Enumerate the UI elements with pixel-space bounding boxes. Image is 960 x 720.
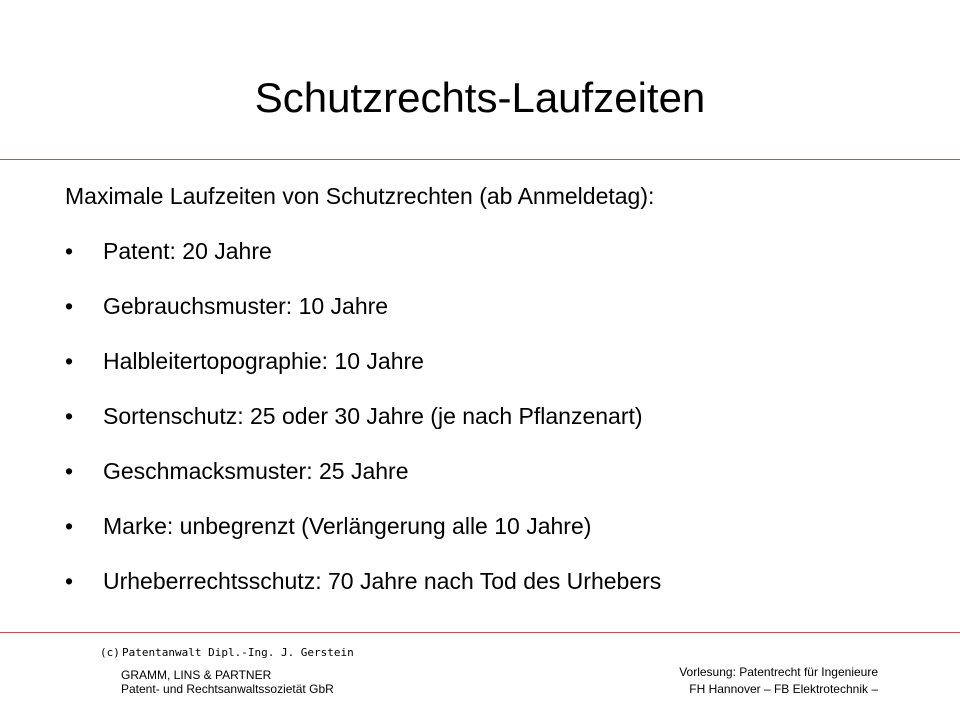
footer-divider-line [0,632,960,633]
list-item-text: Geschmacksmuster: 25 Jahre [103,458,409,484]
slide-title: Schutzrechts-Laufzeiten [254,74,706,121]
institution-name: FH Hannover – FB Elektrotechnik – [689,682,878,696]
bullet-icon: • [65,458,74,484]
list-item-text: Patent: 20 Jahre [103,238,272,264]
firm-name: GRAMM, LINS & PARTNER [121,668,272,682]
bullet-icon: • [65,293,74,319]
bullet-icon: • [65,568,74,594]
author-name: Patentanwalt Dipl.-Ing. J. Gerstein [122,646,354,659]
bullet-icon: • [65,238,74,264]
footer-lecture-block [679,664,878,698]
bullet-icon: • [65,513,74,539]
copyright-line [100,646,354,660]
title-divider-line [0,159,960,160]
list-item-text: Urheberrechtsschutz: 70 Jahre nach Tod des Urhebers [103,568,662,594]
intro-text: Maximale Laufzeiten von Schutzrechten (ab Anmeldetag): [65,183,655,209]
copyright-mark: (c) [100,646,120,659]
footer-copyright-block [100,646,354,696]
list-item-text: Marke: unbegrenzt (Verlängerung alle 10 Jahre) [103,513,592,539]
list-item-text: Halbleitertopographie: 10 Jahre [103,348,424,374]
firm-block [100,668,354,696]
firm-type: Patent- und Rechtsanwaltssozietät GbR [121,682,334,696]
bullet-icon: • [65,348,74,374]
bullet-icon: • [65,403,74,429]
list-item-text: Gebrauchsmuster: 10 Jahre [103,293,389,319]
list-item-text: Sortenschutz: 25 oder 30 Jahre (je nach Pflanzenart) [103,403,643,429]
lecture-title: Vorlesung: Patentrecht für Ingenieure [679,665,878,679]
